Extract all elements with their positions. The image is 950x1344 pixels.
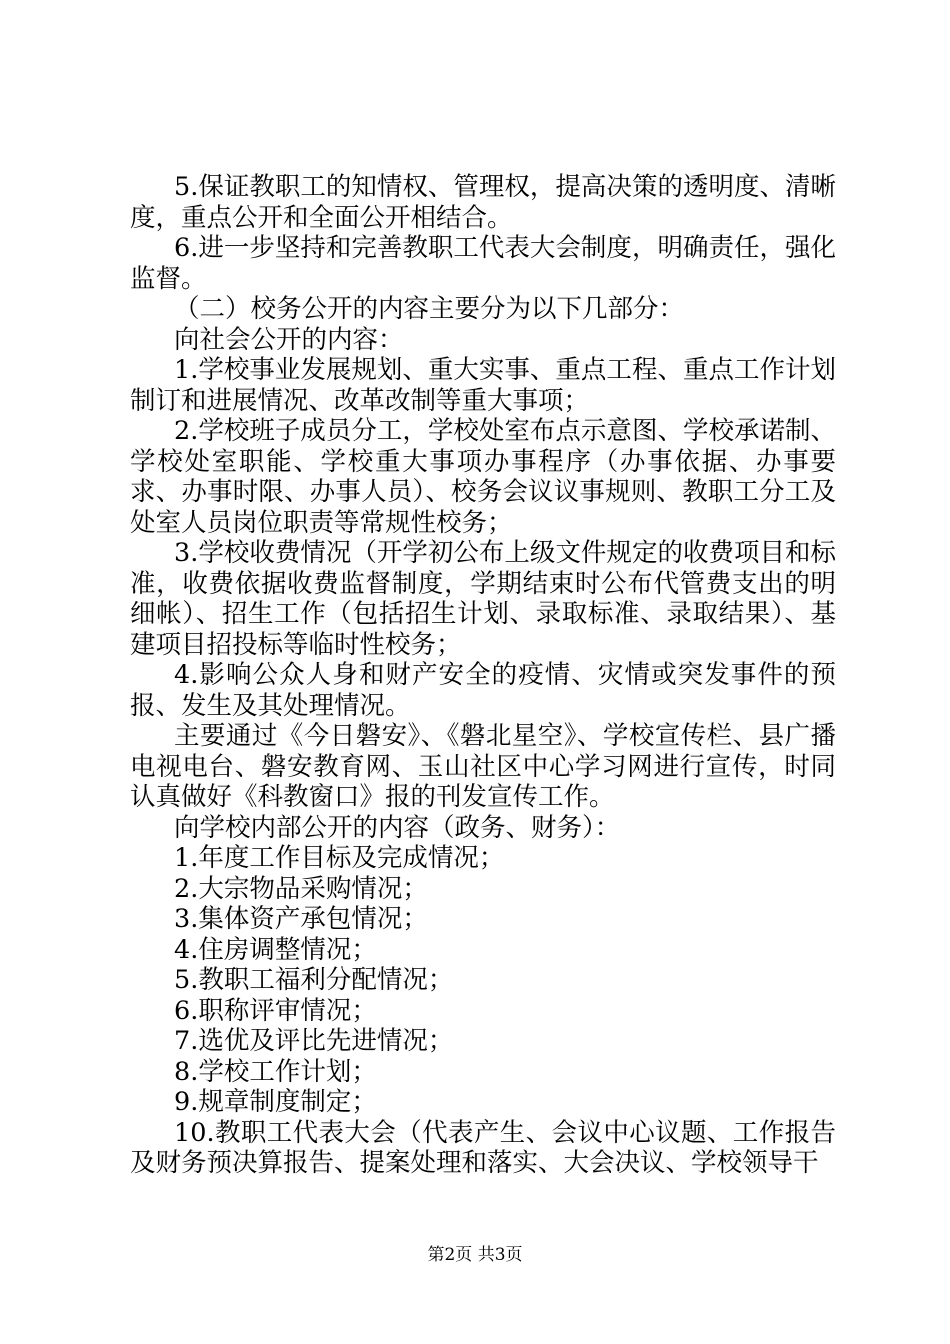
page-footer	[0, 1245, 950, 1265]
list-item: 1.学校事业发展规划、重大实事、重点工程、重点工作计划制订和进展情况、改革改制等重大事项；	[130, 355, 836, 416]
page-number: 第2页 共3页	[427, 1245, 523, 1265]
section-heading: （二）校务公开的内容主要分为以下几部分：	[174, 294, 685, 324]
paragraph: 5.保证教职工的知情权、管理权，提高决策的透明度、清晰度，重点公开和全面公开相结合。	[130, 172, 836, 233]
list-item: 4.住房调整情况；	[174, 934, 377, 965]
list-item: 8.学校工作计划；	[174, 1056, 377, 1087]
list-item: 2.学校班子成员分工，学校处室布点示意图、学校承诺制、学校处室职能、学校重大事项办事程序（办事依据、办事要求、办事时限、办事人员）、校务会议议事规则、教职工分工及处室人员岗位职责等常规性校务；	[130, 416, 836, 538]
list-item: 10.教职工代表大会（代表产生、会议中心议题、工作报告及财务预决算报告、提案处理和落实、大会决议、学校领导干	[130, 1117, 836, 1178]
paragraph: 6.进一步坚持和完善教职工代表大会制度，明确责任，强化监督。	[130, 233, 836, 294]
subsection-heading: 向学校内部公开的内容（政务、财务）：	[174, 812, 621, 843]
subsection-heading: 向社会公开的内容：	[174, 324, 404, 355]
list-item: 6.职称评审情况；	[174, 995, 377, 1026]
list-item: 7.选优及评比先进情况；	[174, 1026, 454, 1056]
paragraph: 主要通过《今日磐安》、《磐北星空》、学校宣传栏、县广播电视电台、磐安教育网、玉山社区中心学习网进行宣传，时同认真做好《科教窗口》报的刊发宣传工作。	[130, 721, 836, 812]
list-item: 5.教职工福利分配情况；	[174, 965, 454, 995]
list-item: 1.年度工作目标及完成情况；	[174, 843, 505, 873]
list-item: 4.影响公众人身和财产安全的疫情、灾情或突发事件的预报、发生及其处理情况。	[130, 660, 836, 721]
list-item: 9.规章制度制定；	[174, 1087, 377, 1117]
document-body	[130, 172, 836, 1179]
list-item: 3.集体资产承包情况；	[174, 904, 428, 934]
list-item: 3.学校收费情况（开学初公布上级文件规定的收费项目和标准，收费依据收费监督制度，学期结束时公布代管费支出的明细帐）、招生工作（包括招生计划、录取标准、录取结果）、基建项目招投标等临时性校务；	[130, 538, 836, 660]
list-item: 2.大宗物品采购情况；	[174, 873, 428, 904]
